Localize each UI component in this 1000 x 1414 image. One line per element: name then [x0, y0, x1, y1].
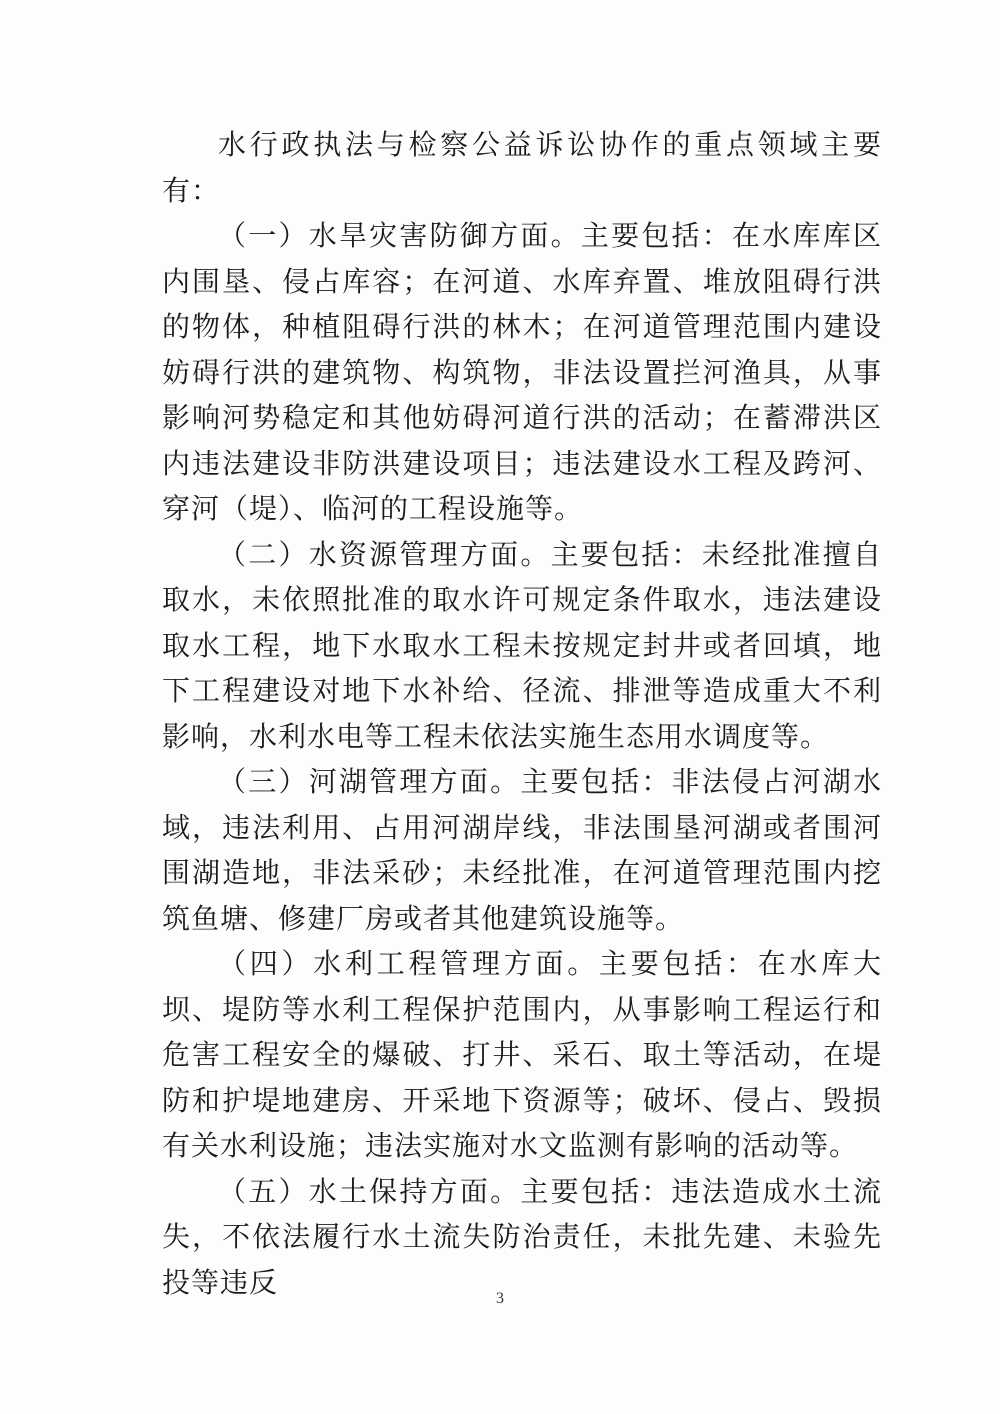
paragraph-river-lake-management: （三）河湖管理方面。主要包括：非法侵占河湖水域，违法利用、占用河湖岸线，非法围垦河湖或者围河围湖造地，非法采砂；未经批准，在河道管理范围内挖筑鱼塘、修建厂房或者其他建筑设施等。	[162, 765, 882, 935]
document-body	[162, 122, 882, 1305]
paragraph-flood-drought-defense: （一）水旱灾害防御方面。主要包括：在水库库区内围垦、侵占库容；在河道、水库弃置、堆放阻碍行洪的物体，种植阻碍行洪的林木；在河道管理范围内建设妨碍行洪的建筑物、构筑物，非法设置拦河渔具，从事影响河势稳定和其他妨碍河道行洪的活动；在蓄滞洪区内违法建设非防洪建设项目；违法建设水工程及跨河、穿河（堤）、临河的工程设施等。	[162, 219, 882, 525]
page-number: 3	[496, 1290, 504, 1307]
paragraph-water-project-management: （四）水利工程管理方面。主要包括：在水库大坝、堤防等水利工程保护范围内，从事影响工程运行和危害工程安全的爆破、打井、采石、取土等活动，在堤防和护堤地建房、开采地下资源等；破坏、侵占、毁损有关水利设施；违法实施对水文监测有影响的活动等。	[162, 947, 882, 1162]
intro-paragraph: 水行政执法与检察公益诉讼协作的重点领域主要有：	[162, 128, 882, 207]
paragraph-water-resources-management: （二）水资源管理方面。主要包括：未经批准擅自取水，未依照批准的取水许可规定条件取水，违法建设取水工程，地下水取水工程未按规定封井或者回填，地下工程建设对地下水补给、径流、排泄等造成重大不利影响，水利水电等工程未依法实施生态用水调度等。	[162, 537, 882, 753]
paragraph-soil-water-conservation: （五）水土保持方面。主要包括：违法造成水土流失，不依法履行水土流失防治责任，未批先建、未验先投等违反	[162, 1174, 882, 1299]
